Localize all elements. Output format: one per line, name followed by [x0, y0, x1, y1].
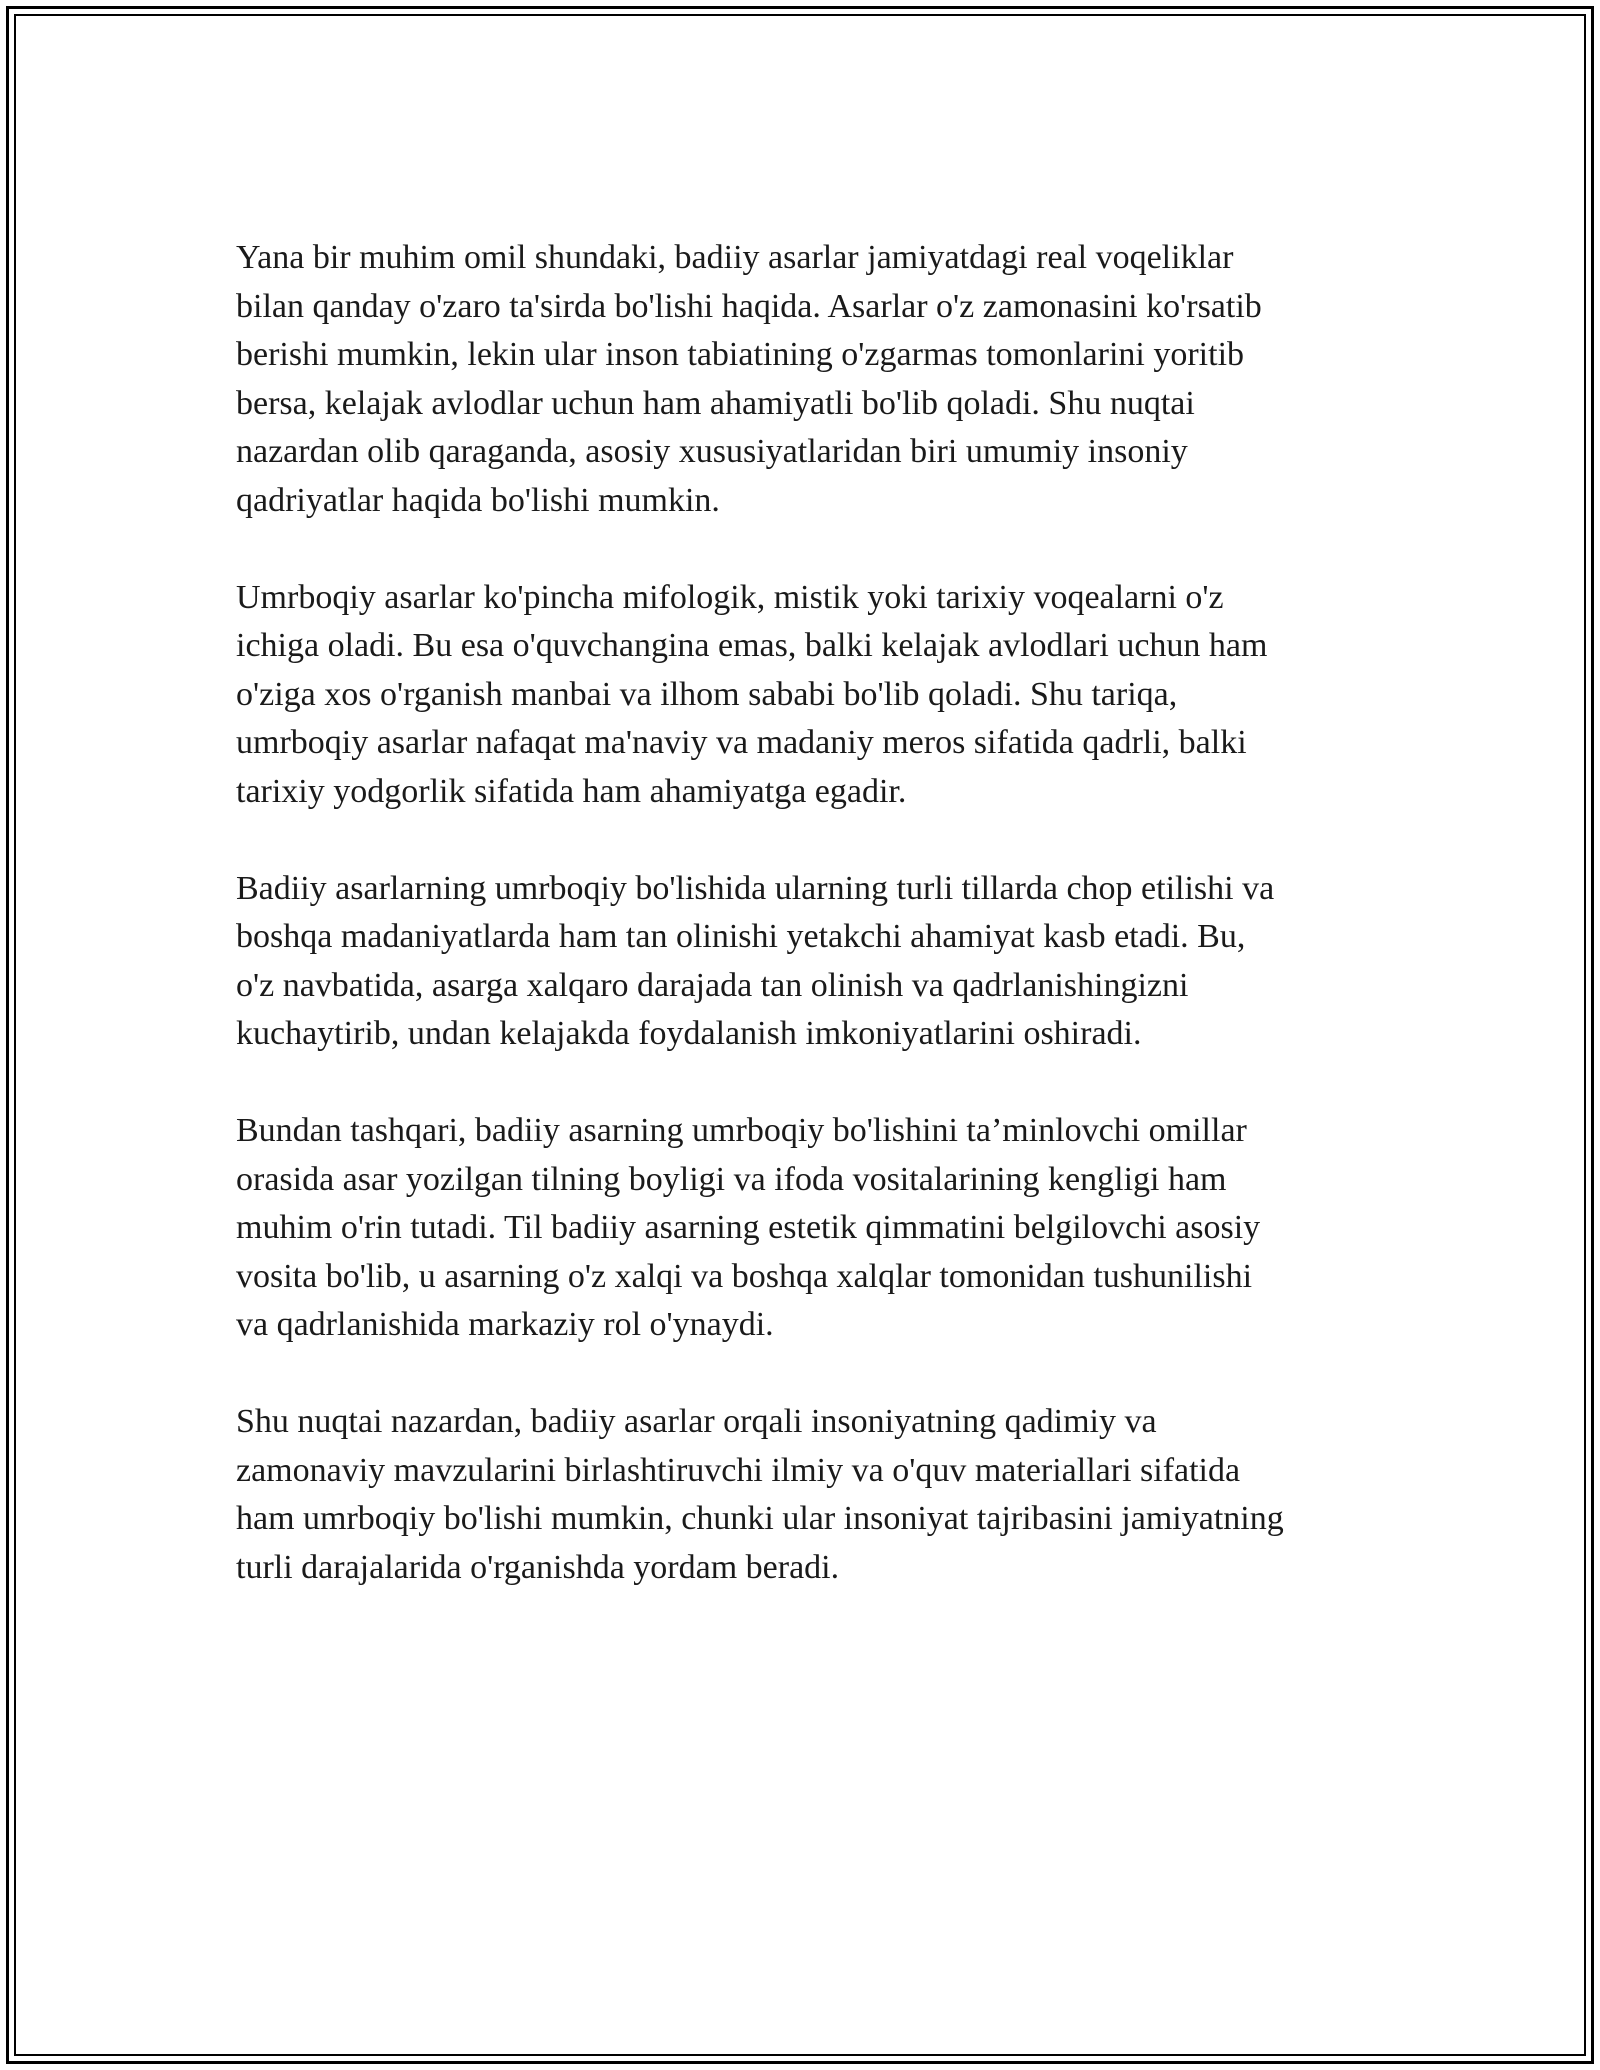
text-line: umrboqiy asarlar nafaqat ma'naviy va madaniy meros sifatida qadrli, balki — [236, 724, 1247, 761]
text-line: qadriyatlar haqida bo'lishi mumkin. — [236, 481, 720, 519]
text-line: zamonaviy mavzularini birlashtiruvchi ilmiy va o'quv materiallari sifatida — [236, 1451, 1241, 1489]
text-line: va qadrlanishida markaziy rol o'ynaydi. — [236, 1306, 774, 1343]
text-line: muhim o'rin tutadi. Til badiiy asarning estetik qimmatini belgilovchi asosiy — [236, 1209, 1261, 1246]
paragraph-3 — [236, 865, 1396, 1059]
text-line: nazardan olib qaraganda, asosiy xususiyatlaridan biri umumiy insoniy — [236, 433, 1188, 470]
text-line: Yana bir muhim omil shundaki, badiiy asarlar jamiyatdagi real voqeliklar — [236, 239, 1234, 276]
paragraph-1 — [236, 234, 1396, 525]
text-line: berishi mumkin, lekin ular inson tabiatining o'zgarmas tomonlarini yoritib — [236, 336, 1245, 373]
text-line: o'ziga xos o'rganish manbai va ilhom sababi bo'lib qoladi. Shu tariqa, — [236, 675, 1178, 713]
text-line: vosita bo'lib, u asarning o'z xalqi va boshqa xalqlar tomonidan tushunilishi — [236, 1257, 1253, 1295]
text-line: o'z navbatida, asarga xalqaro darajada tan olinish va qadrlanishingizni — [236, 966, 1189, 1004]
text-line: orasida asar yozilgan tilning boyligi va ifoda vositalarining kengligi ham — [236, 1160, 1227, 1198]
text-line: ichiga oladi. Bu esa o'quvchangina emas, balki kelajak avlodlari uchun ham — [236, 627, 1268, 664]
text-line: Umrboqiy asarlar ko'pincha mifologik, mistik yoki tarixiy voqealarni o'z — [236, 578, 1224, 616]
text-line: ham umrboqiy bo'lishi mumkin, chunki ular insoniyat tajribasini jamiyatning — [236, 1500, 1284, 1537]
text-line: turli darajalarida o'rganishda yordam beradi. — [236, 1548, 840, 1586]
text-line: kuchaytirib, undan kelajakda foydalanish imkoniyatlarini oshiradi. — [236, 1015, 1142, 1052]
text-line: bilan qanday o'zaro ta'sirda bo'lishi haqida. Asarlar o'z zamonasini ko'rsatib — [236, 287, 1262, 325]
text-line: boshqa madaniyatlarda ham tan olinishi yetakchi ahamiyat kasb etadi. Bu, — [236, 918, 1246, 955]
paragraph-4 — [236, 1107, 1396, 1350]
document-body — [236, 234, 1396, 1641]
paragraph-5 — [236, 1398, 1396, 1592]
text-line: bersa, kelajak avlodlar uchun ham ahamiyatli bo'lib qoladi. Shu nuqtai — [236, 384, 1195, 422]
paragraph-2 — [236, 574, 1396, 817]
text-line: Badiiy asarlarning umrboqiy bo'lishida ularning turli tillarda chop etilishi va — [236, 869, 1275, 907]
text-line: tarixiy yodgorlik sifatida ham ahamiyatga egadir. — [236, 772, 907, 810]
text-line: Shu nuqtai nazardan, badiiy asarlar orqali insoniyatning qadimiy va — [236, 1403, 1157, 1440]
text-line: Bundan tashqari, badiiy asarning umrboqiy bo'lishini ta’minlovchi omillar — [236, 1112, 1247, 1149]
